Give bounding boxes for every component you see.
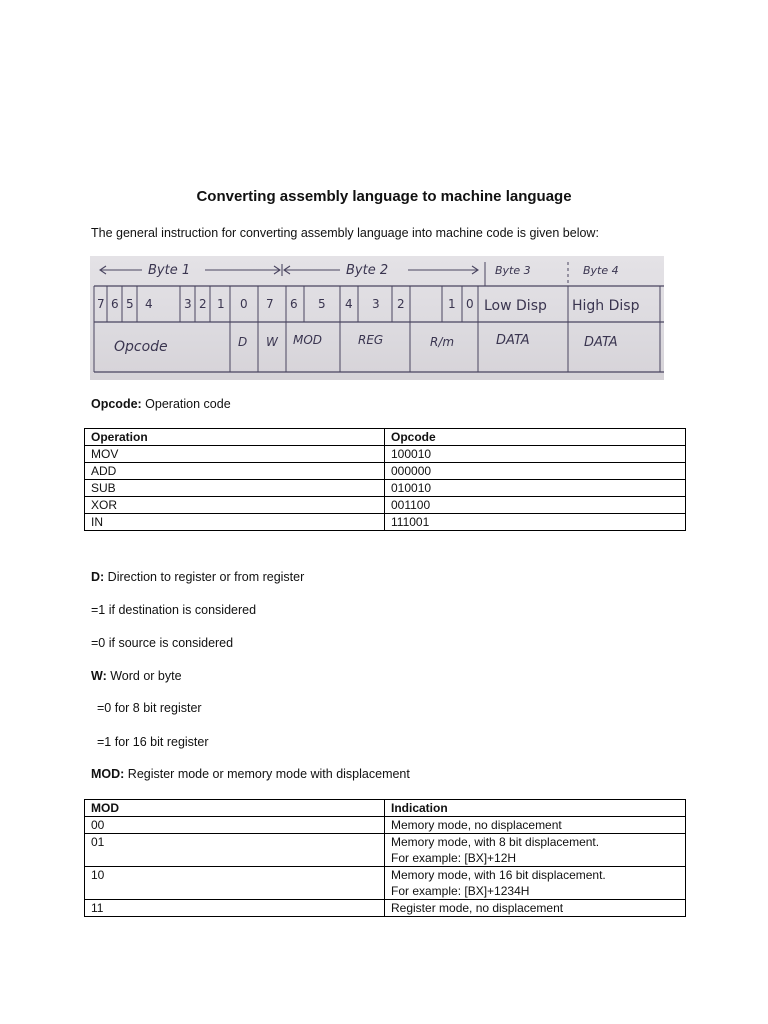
opcode-table <box>84 428 686 531</box>
indication-example: For example: [BX]+1234H <box>391 884 530 898</box>
bit-label: 2 <box>199 297 207 311</box>
d-line-2: =0 if source is considered <box>91 636 234 650</box>
d-term: D: <box>91 570 105 584</box>
mod-table <box>84 799 686 917</box>
mod-field: MOD <box>293 333 323 347</box>
table-header: Operation <box>85 429 385 446</box>
d-line-1: =1 if destination is considered <box>91 603 257 617</box>
table-cell: 01 <box>85 834 385 867</box>
instruction-format-diagram <box>90 256 664 380</box>
bit-label: 7 <box>266 297 274 311</box>
opcode-definition <box>91 397 231 411</box>
bit-label: 0 <box>466 297 474 311</box>
indication-line: Memory mode, with 8 bit displacement. <box>391 835 600 849</box>
table-cell: 00 <box>85 817 385 834</box>
mod-definition <box>91 767 410 781</box>
data-field-low: DATA <box>496 333 530 348</box>
bit-label: 0 <box>240 297 248 311</box>
table-cell: 010010 <box>385 480 686 497</box>
table-cell: SUB <box>85 480 385 497</box>
data-field-high: DATA <box>584 335 618 350</box>
table-cell: 11 <box>85 900 385 917</box>
table-header-row <box>85 429 686 446</box>
table-cell: 000000 <box>385 463 686 480</box>
w-field: W <box>266 335 278 349</box>
indication-example: For example: [BX]+12H <box>391 851 517 865</box>
mod-description: Register mode or memory mode with displacement <box>124 767 410 781</box>
bit-label: 4 <box>145 297 153 311</box>
w-definition <box>91 669 182 683</box>
rm-field: R/m <box>430 335 455 349</box>
w-description: Word or byte <box>106 669 182 683</box>
bit-label: 3 <box>372 297 380 311</box>
byte1-label: Byte 1 <box>148 263 191 278</box>
bit-label: 1 <box>217 297 225 311</box>
low-disp-label: Low Disp <box>484 298 547 314</box>
table-cell: XOR <box>85 497 385 514</box>
bit-label: 7 <box>97 297 105 311</box>
w-line-1: =0 for 8 bit register <box>97 701 202 715</box>
table-header: Opcode <box>385 429 686 446</box>
table-cell: ADD <box>85 463 385 480</box>
table-cell: IN <box>85 514 385 531</box>
table-row <box>85 463 686 480</box>
table-row <box>85 497 686 514</box>
reg-field: REG <box>358 333 384 347</box>
table-cell: 10 <box>85 867 385 900</box>
bit-label: 1 <box>448 297 456 311</box>
table-cell: 001100 <box>385 497 686 514</box>
table-row <box>85 867 686 900</box>
opcode-description: Operation code <box>141 397 231 411</box>
table-row <box>85 900 686 917</box>
opcode-term: Opcode: <box>91 397 142 411</box>
table-cell: MOV <box>85 446 385 463</box>
d-field: D <box>238 335 248 349</box>
table-row <box>85 817 686 834</box>
table-header-row <box>85 800 686 817</box>
table-cell <box>385 900 686 917</box>
d-definition <box>91 570 304 584</box>
bit-label: 6 <box>290 297 298 311</box>
indication-line: Memory mode, no displacement <box>391 818 562 832</box>
mod-term: MOD: <box>91 767 125 781</box>
table-row <box>85 446 686 463</box>
byte2-label: Byte 2 <box>346 263 389 278</box>
opcode-field: Opcode <box>114 339 168 355</box>
bit-label: 5 <box>126 297 134 311</box>
table-cell: 111001 <box>385 514 686 531</box>
w-term: W: <box>91 669 107 683</box>
table-cell <box>385 817 686 834</box>
bit-label: 4 <box>345 297 353 311</box>
indication-line: Memory mode, with 16 bit displacement. <box>391 868 606 882</box>
d-description: Direction to register or from register <box>104 570 305 584</box>
table-row <box>85 834 686 867</box>
table-cell <box>385 867 686 900</box>
page-title: Converting assembly language to machine language <box>196 188 572 205</box>
table-cell <box>385 834 686 867</box>
bit-label: 5 <box>318 297 326 311</box>
w-line-2: =1 for 16 bit register <box>97 735 209 749</box>
table-cell: 100010 <box>385 446 686 463</box>
bit-label: 6 <box>111 297 119 311</box>
bit-label: 2 <box>397 297 405 311</box>
indication-line: Register mode, no displacement <box>391 901 564 915</box>
table-header: Indication <box>385 800 686 817</box>
intro-text: The general instruction for converting assembly language into machine code is given below: <box>91 226 599 240</box>
byte4-label: Byte 4 <box>583 264 619 277</box>
table-row <box>85 480 686 497</box>
table-row <box>85 514 686 531</box>
table-header: MOD <box>85 800 385 817</box>
byte3-label: Byte 3 <box>495 264 531 277</box>
high-disp-label: High Disp <box>572 298 640 314</box>
bit-label: 3 <box>184 297 192 311</box>
